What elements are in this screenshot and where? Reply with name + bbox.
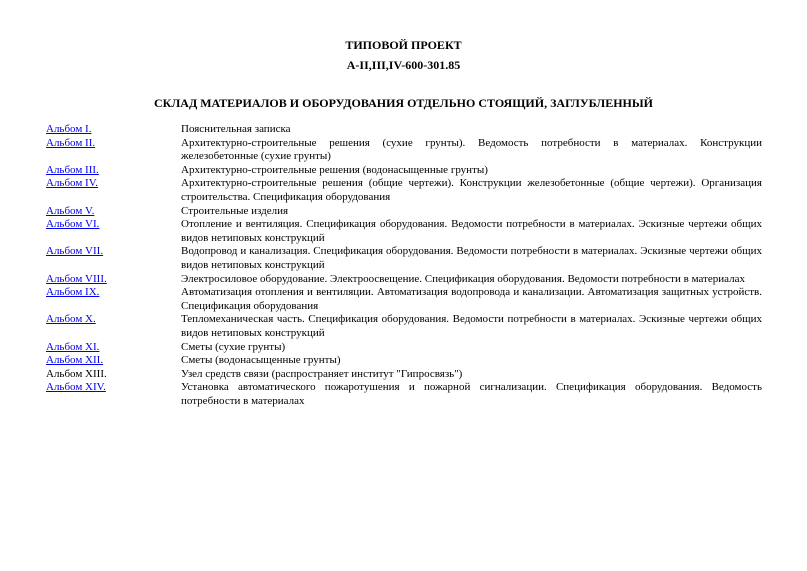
album-row (46, 286, 762, 313)
album-description: Строительные изделия (181, 204, 289, 217)
album-row (46, 218, 762, 245)
album-link[interactable]: Альбом VIII. (46, 272, 107, 285)
album-row (46, 381, 762, 408)
album-link[interactable]: Альбом VII. (46, 245, 104, 258)
album-row (46, 245, 762, 272)
album-description: Архитектурно-строительные решения (водонасыщенные грунты) (181, 163, 488, 176)
album-link[interactable]: Альбом VI. (46, 218, 100, 231)
album-description: Архитектурно-строительные решения (общие чертежи). Конструкции железобетонные (общие чертежи). Организация строительства. Спецификация оборудования (181, 177, 762, 203)
album-row (46, 273, 762, 287)
album-link[interactable]: Альбом V. (46, 204, 95, 217)
project-code-heading: А-II,III,IV-600-301.85 (346, 58, 461, 72)
album-description: Электросиловое оборудование. Электроосвещение. Спецификация оборудования. Ведомости потребности в материалах (181, 272, 745, 285)
album-description: Автоматизация отопления и вентиляции. Автоматизация водопровода и канализации. Автоматизация защитных устройств. Спецификация оборудования (181, 286, 762, 312)
album-link[interactable]: Альбом I. (46, 123, 92, 135)
album-description: Водопровод и канализация. Спецификация оборудования. Ведомости потребности в материалах. Эскизные чертежи общих видов нетиповых конструкций (181, 245, 762, 271)
album-link[interactable]: Альбом XIV. (46, 381, 106, 394)
album-link[interactable]: Альбом II. (46, 136, 96, 149)
album-row (46, 205, 762, 219)
album-list (46, 123, 762, 408)
album-link[interactable]: Альбом XI. (46, 340, 100, 353)
album-link[interactable]: Альбом X. (46, 313, 96, 326)
album-description: Архитектурно-строительные решения (сухие грунты). Ведомость потребности в материалах. Конструкции железобетонные (сухие грунты) (181, 136, 762, 163)
album-description: Пояснительная записка (181, 123, 291, 135)
project-type-heading: ТИПОВОЙ ПРОЕКТ (345, 38, 462, 52)
album-link[interactable]: Альбом IV. (46, 177, 98, 190)
album-description: Сметы (сухие грунты) (181, 340, 286, 353)
album-link: Альбом XIII. (46, 367, 107, 380)
album-row (46, 341, 762, 355)
album-link[interactable]: Альбом IX. (46, 286, 100, 299)
album-row (46, 164, 762, 178)
album-row (46, 368, 762, 382)
album-row (46, 313, 762, 340)
album-row (46, 137, 762, 164)
album-description: Сметы (водонасыщенные грунты) (181, 354, 341, 367)
project-title-heading: СКЛАД МАТЕРИАЛОВ И ОБОРУДОВАНИЯ ОТДЕЛЬНО СТОЯЩИЙ, ЗАГЛУБЛЕННЫЙ (153, 96, 654, 110)
album-row (46, 123, 762, 137)
album-description: Установка автоматического пожаротушения и пожарной сигнализации. Спецификация оборудования. Ведомость потребности в материалах (181, 381, 762, 407)
album-description: Тепломеханическая часть. Спецификация оборудования. Ведомости потребности в материалах. Эскизные чертежи общих видов нетиповых конструкций (181, 313, 762, 339)
album-link[interactable]: Альбом XII. (46, 354, 104, 367)
album-row (46, 354, 762, 368)
album-row (46, 177, 762, 204)
album-description: Узел средств связи (распространяет институт "Гипросвязь") (181, 367, 463, 380)
album-description: Отопление и вентиляция. Спецификация оборудования. Ведомости потребности в материалах. Эскизные чертежи общих видов нетиповых конструкций (181, 218, 762, 244)
album-link[interactable]: Альбом III. (46, 163, 99, 176)
